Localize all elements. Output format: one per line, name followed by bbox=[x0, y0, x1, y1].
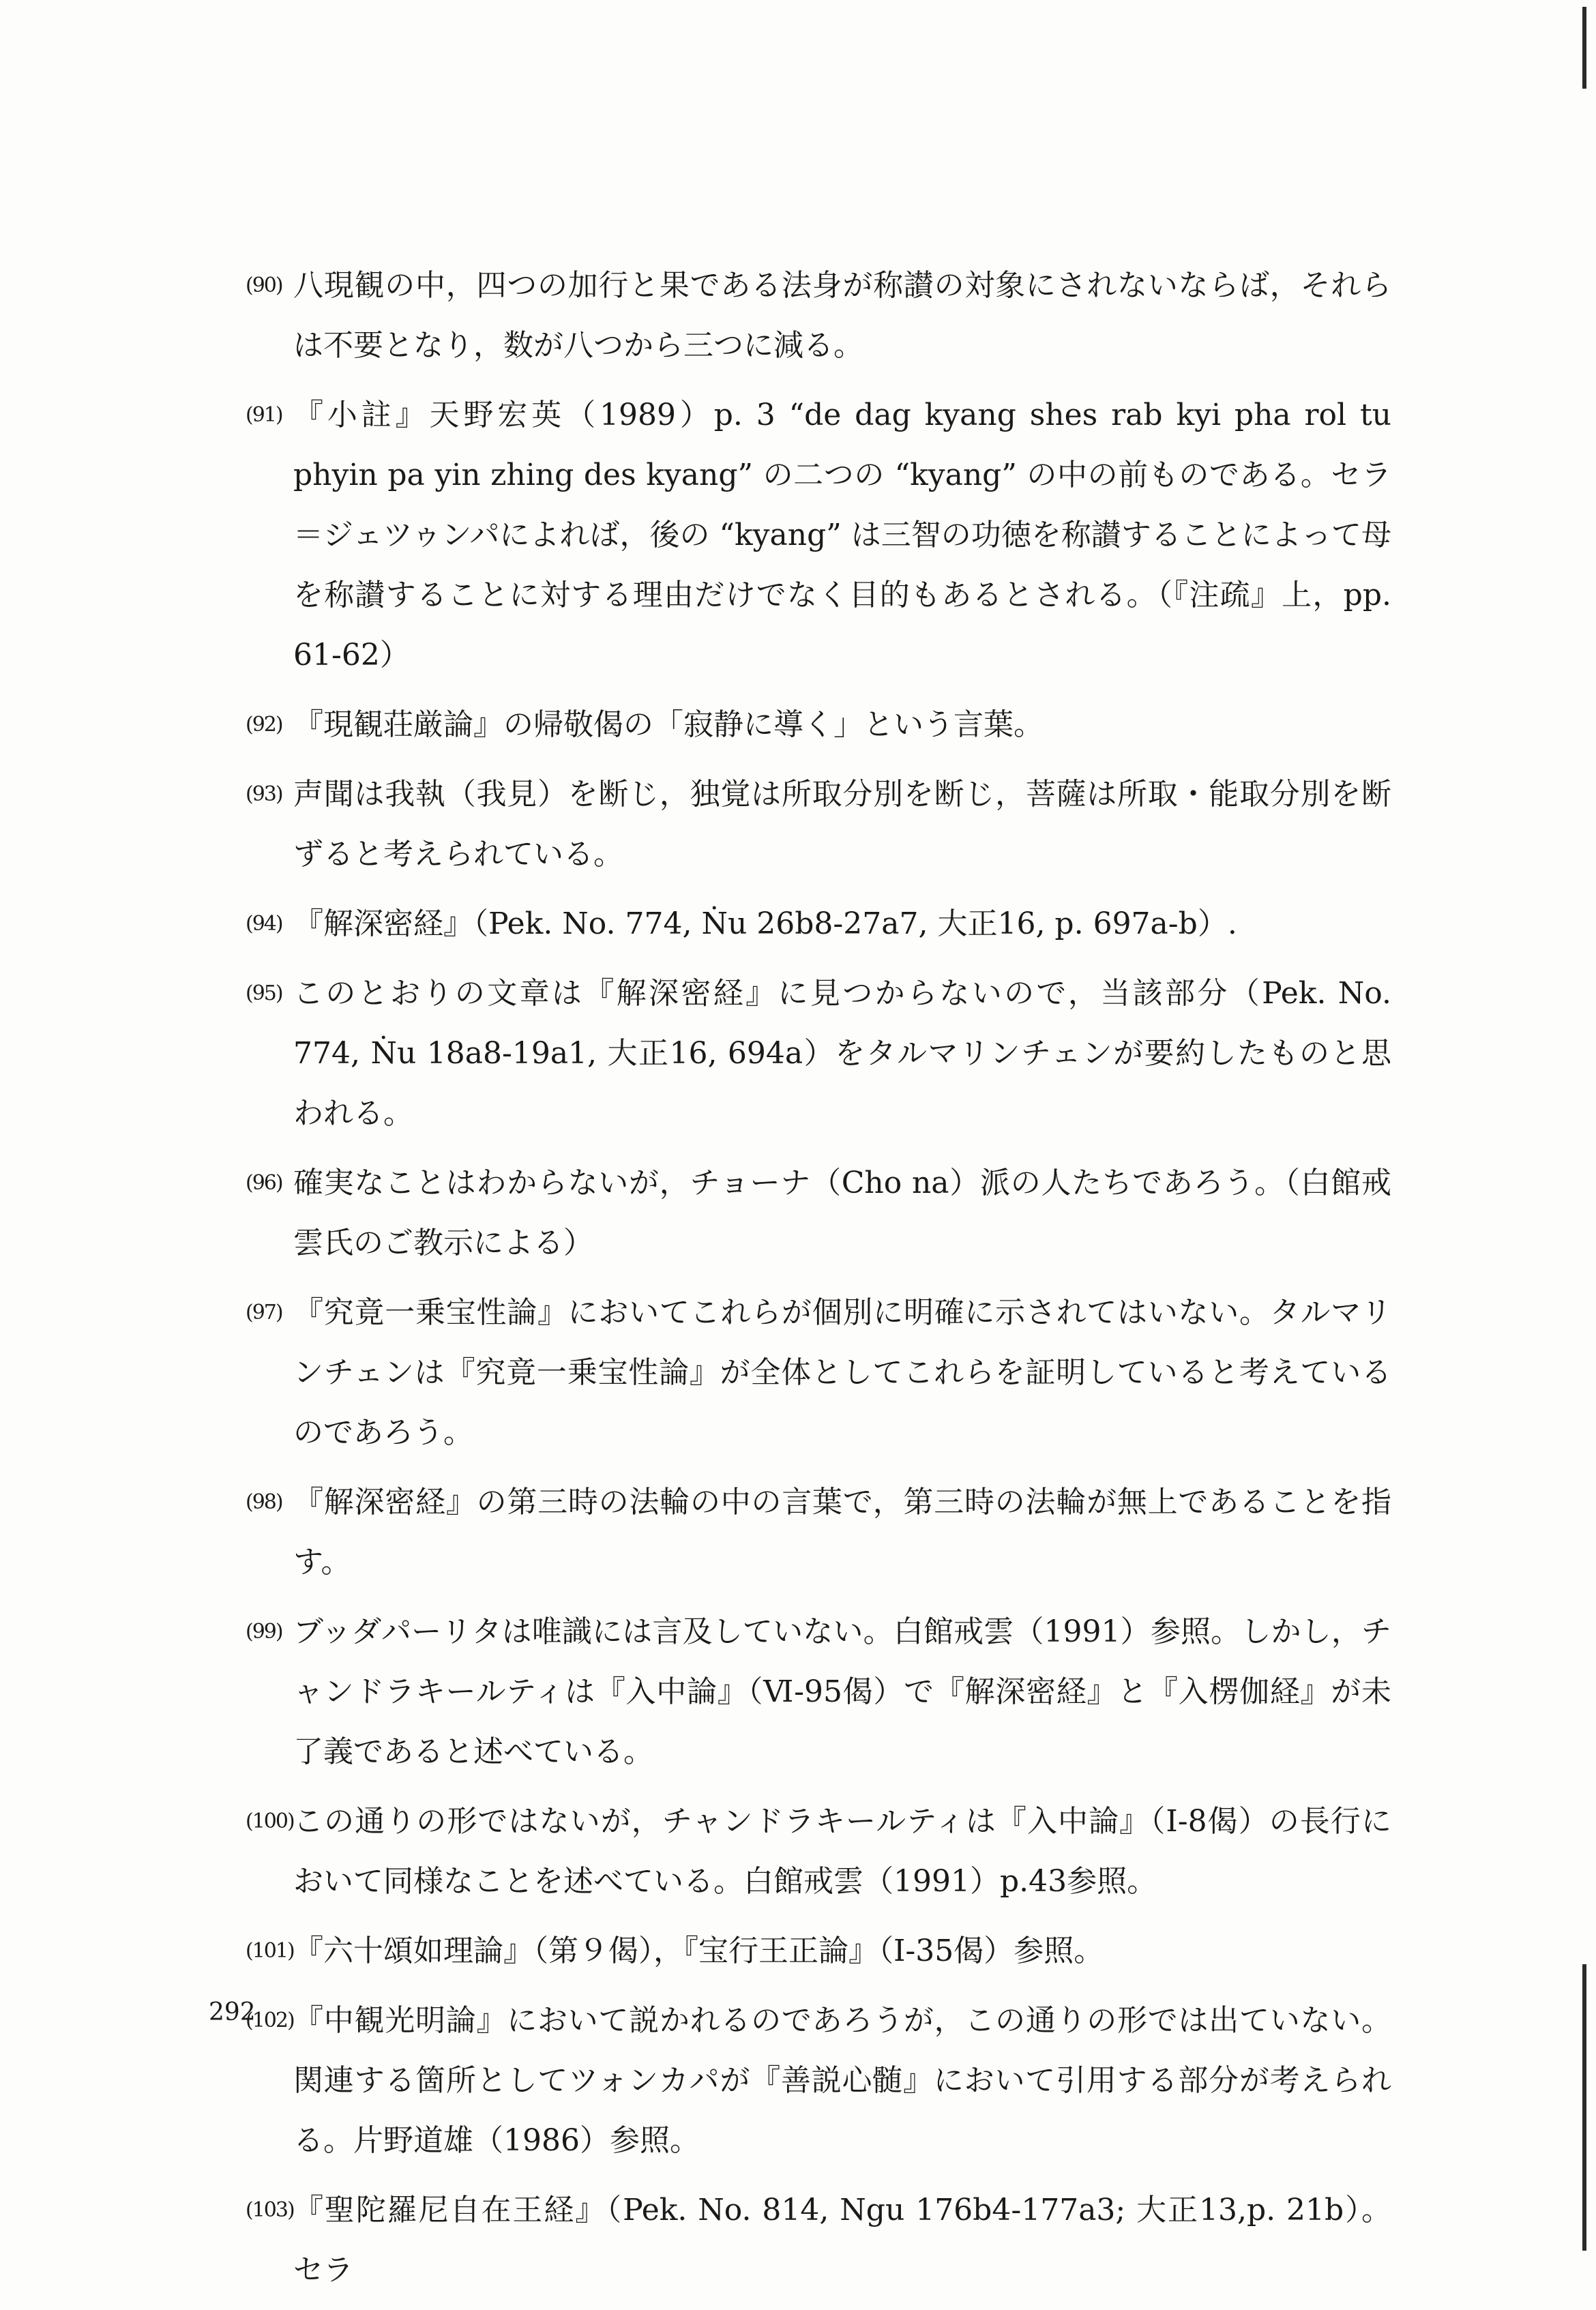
footnote bbox=[246, 894, 1391, 954]
footnote-number: ( 98 ) bbox=[246, 1472, 293, 1532]
footnote-text: 確実なことはわからないが，チョーナ（Cho na）派の人たちであろう。（白館戒雲氏のご教示による） bbox=[293, 1166, 1391, 1260]
footnote-text: 『現観荘厳論』の帰敬偈の「寂静に導く」という言葉。 bbox=[293, 707, 1044, 742]
footnote bbox=[246, 1153, 1391, 1273]
footnote-number: ( 92 ) bbox=[246, 695, 293, 755]
footnote-text: 八現観の中，四つの加行と果である法身が称讃の対象にされないならば，それらは不要となり，数が八つから三つに減る。 bbox=[293, 268, 1391, 363]
footnote-text: この通りの形ではないが，チャンドラキールティは『入中論』（I-8偈）の長行において同様なことを述べている。白館戒雲（1991）p.43参照。 bbox=[293, 1804, 1391, 1899]
footnote-text: このとおりの文章は『解深密経』に見つからないので，当該部分（Pek. No. 774, Ṅu 18a8-19a1, 大正16, 694a）をタルマリンチェンが要約したものと思われる。 bbox=[293, 976, 1391, 1131]
footnote bbox=[246, 2180, 1391, 2300]
page-number: 292 bbox=[209, 1998, 256, 2026]
footnote bbox=[246, 1792, 1391, 1912]
footnote bbox=[246, 964, 1391, 1144]
footnote-number: ( 91 ) bbox=[246, 385, 293, 445]
scan-edge-mark bbox=[1582, 1964, 1586, 2251]
footnote-text: 『小註』天野宏英（1989）p. 3 “de dag kyang shes rab kyi pha rol tu phyin pa yin zhing des kyang” の二つの “kyang” の中の前ものである。セラ＝ジェツゥンパによれば，後の “kyang” は三智の功徳を称讃することによって母を称讃することに対する理由だけでなく目的もあるとされる。（『注疏』上，pp. 61-62） bbox=[293, 398, 1391, 672]
footnote-number: ( 101 ) bbox=[246, 1921, 293, 1981]
footnote-text: 『中観光明論』において説かれるのであろうが，この通りの形では出ていない。関連する箇所としてツォンカパが『善説心髄』において引用する部分が考えられる。片野道雄（1986）参照。 bbox=[293, 2003, 1391, 2158]
footnote-text: 『究竟一乗宝性論』においてこれらが個別に明確に示されてはいない。タルマリンチェンは『究竟一乗宝性論』が全体としてこれらを証明していると考えているのであろう。 bbox=[293, 1295, 1391, 1450]
footnote-text: 『解深密経』（Pek. No. 774, Ṅu 26b8-27a7, 大正16, p. 697a-b）. bbox=[293, 906, 1237, 941]
footnote-number: ( 99 ) bbox=[246, 1602, 293, 1662]
footnote-number: ( 97 ) bbox=[246, 1283, 293, 1343]
footnote-text: 声聞は我執（我見）を断じ，独覚は所取分別を断じ，菩薩は所取・能取分別を断ずると考えられている。 bbox=[293, 777, 1391, 872]
footnote bbox=[246, 385, 1391, 685]
footnote-number: ( 96 ) bbox=[246, 1153, 293, 1213]
footnote bbox=[246, 256, 1391, 376]
footnote bbox=[246, 1602, 1391, 1782]
footnote-number: ( 95 ) bbox=[246, 964, 293, 1024]
footnote-text: 『聖陀羅尼自在王経』（Pek. No. 814, Ngu 176b4-177a3; 大正13,p. 21b）。セラ bbox=[293, 2193, 1391, 2287]
footnote-number: ( 94 ) bbox=[246, 894, 293, 954]
footnote bbox=[246, 1991, 1391, 2171]
footnote-number: ( 93 ) bbox=[246, 765, 293, 825]
footnote-list bbox=[246, 256, 1391, 2310]
footnote-text: ブッダパーリタは唯識には言及していない。白館戒雲（1991）参照。しかし，チャンドラキールティは『入中論』（Ⅵ-95偈）で『解深密経』と『入楞伽経』が未了義であると述べている。 bbox=[293, 1614, 1391, 1769]
footnote-number: ( 102 ) bbox=[246, 1991, 293, 2051]
footnote bbox=[246, 1921, 1391, 1981]
footnote-number: ( 100 ) bbox=[246, 1792, 293, 1852]
scan-edge-mark bbox=[1582, 7, 1586, 89]
footnote bbox=[246, 765, 1391, 885]
footnote-text: 『解深密経』の第三時の法輪の中の言葉で，第三時の法輪が無上であることを指す。 bbox=[293, 1485, 1391, 1580]
footnote-number: ( 90 ) bbox=[246, 256, 293, 316]
footnote bbox=[246, 695, 1391, 755]
footnote bbox=[246, 1472, 1391, 1593]
footnote bbox=[246, 1283, 1391, 1463]
footnote-text: 『六十頌如理論』（第９偈），『宝行王正論』（I-35偈）参照。 bbox=[293, 1934, 1104, 1968]
footnote-number: ( 103 ) bbox=[246, 2180, 293, 2240]
